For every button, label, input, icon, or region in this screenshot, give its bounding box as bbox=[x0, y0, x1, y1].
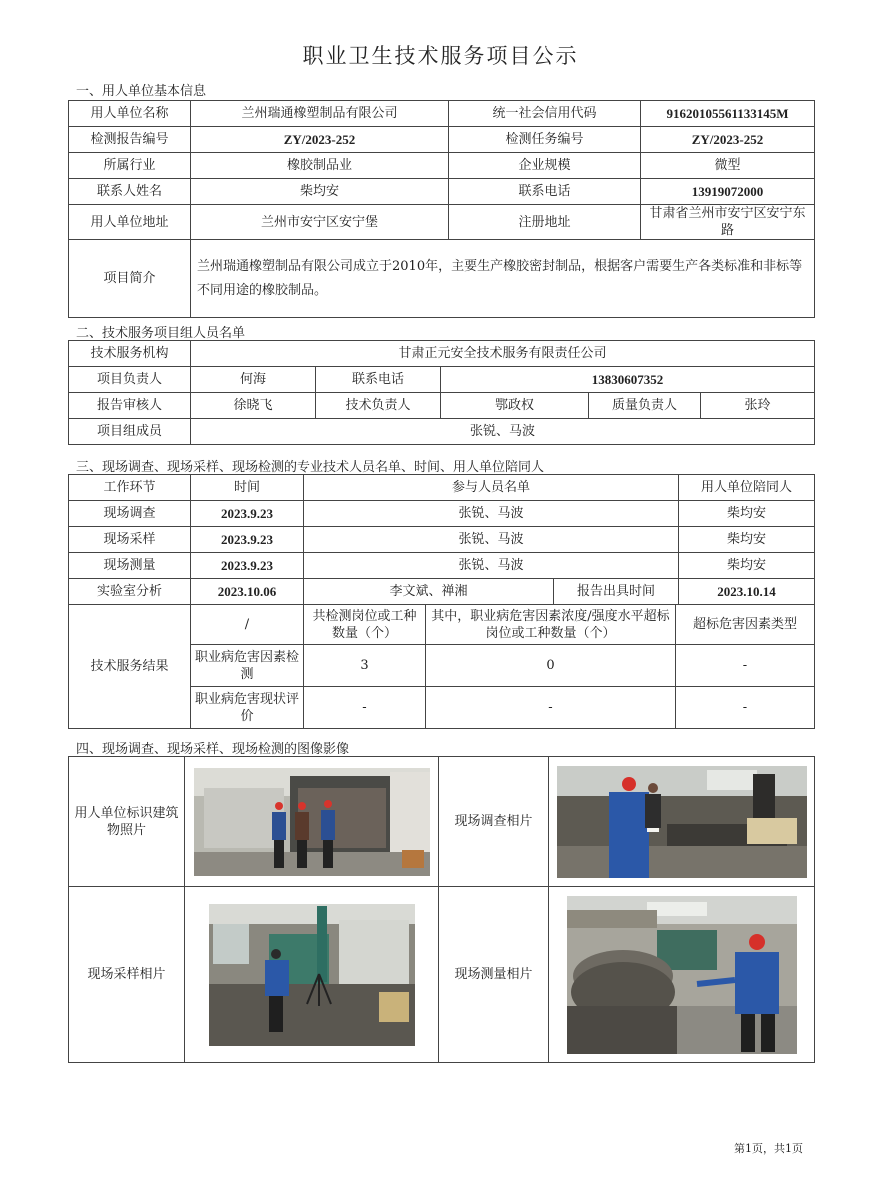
people-cell: 张锐、马波 bbox=[304, 553, 679, 579]
scale: 微型 bbox=[641, 153, 815, 179]
people-cell: 张锐、马波 bbox=[304, 501, 679, 527]
section1-heading: 一、用人单位基本信息 bbox=[76, 84, 207, 99]
col-stage: 工作环节 bbox=[69, 475, 191, 501]
time-cell: 2023.9.23 bbox=[191, 527, 304, 553]
address: 兰州市安宁区安宁堡 bbox=[191, 205, 449, 240]
page-title: 职业卫生技术服务项目公示 bbox=[302, 44, 579, 68]
result-row2-c1: - bbox=[304, 687, 426, 729]
result-row1-c2: 0 bbox=[426, 645, 676, 687]
result-row1-label: 职业病危害因素检测 bbox=[191, 645, 304, 687]
report-time-label: 报告出具时间 bbox=[554, 579, 679, 605]
table-row bbox=[69, 527, 815, 553]
photo3-label: 现场采样相片 bbox=[69, 887, 185, 1063]
companion-cell: 柴均安 bbox=[679, 501, 815, 527]
leader: 何海 bbox=[191, 367, 316, 393]
result-slash: / bbox=[191, 605, 304, 645]
address-label: 用人单位地址 bbox=[69, 205, 191, 240]
org-label: 技术服务机构 bbox=[69, 341, 191, 367]
reviewer-label: 报告审核人 bbox=[69, 393, 191, 419]
col-time: 时间 bbox=[191, 475, 304, 501]
result-row2-c2: - bbox=[426, 687, 676, 729]
intro-label: 项目简介 bbox=[69, 240, 191, 318]
result-row1-c1: 3 bbox=[304, 645, 426, 687]
photo3-cell bbox=[185, 887, 439, 1063]
photo4-label: 现场测量相片 bbox=[439, 887, 549, 1063]
reg-address-label: 注册地址 bbox=[449, 205, 641, 240]
contact-label: 联系人姓名 bbox=[69, 179, 191, 205]
section3-heading: 三、现场调查、现场采样、现场检测的专业技术人员名单、时间、用人单位陪同人 bbox=[76, 460, 545, 475]
quality-lead-label: 质量负责人 bbox=[589, 393, 701, 419]
reviewer: 徐晓飞 bbox=[191, 393, 316, 419]
table-row bbox=[69, 501, 815, 527]
survey-photo bbox=[557, 766, 807, 878]
org: 甘肃正元安全技术服务有限责任公司 bbox=[191, 341, 815, 367]
photo4-cell bbox=[549, 887, 815, 1063]
companion-cell: 柴均安 bbox=[679, 527, 815, 553]
industry: 橡胶制品业 bbox=[191, 153, 449, 179]
task-no-label: 检测任务编号 bbox=[449, 127, 641, 153]
leader-phone: 13830607352 bbox=[441, 367, 815, 393]
col-companion: 用人单位陪同人 bbox=[679, 475, 815, 501]
unit-name-label: 用人单位名称 bbox=[69, 101, 191, 127]
people-cell: 张锐、马波 bbox=[304, 527, 679, 553]
phone-label: 联系电话 bbox=[449, 179, 641, 205]
photo1-label: 用人单位标识建筑物照片 bbox=[69, 757, 185, 887]
photo2-label: 现场调查相片 bbox=[439, 757, 549, 887]
result-row2-label: 职业病危害现状评价 bbox=[191, 687, 304, 729]
tech-lead-label: 技术负责人 bbox=[316, 393, 441, 419]
table-row bbox=[69, 553, 815, 579]
credit-code: 91620105561133145M bbox=[641, 101, 815, 127]
result-col1: 共检测岗位或工种数量（个） bbox=[304, 605, 426, 645]
leader-label: 项目负责人 bbox=[69, 367, 191, 393]
stage-cell: 现场测量 bbox=[69, 553, 191, 579]
building-photo bbox=[194, 768, 430, 876]
result-table bbox=[68, 604, 815, 729]
companion-cell: 柴均安 bbox=[679, 553, 815, 579]
credit-code-label: 统一社会信用代码 bbox=[449, 101, 641, 127]
col-people: 参与人员名单 bbox=[304, 475, 679, 501]
result-label: 技术服务结果 bbox=[69, 605, 191, 729]
result-row2-c3: - bbox=[676, 687, 815, 729]
contact: 柴均安 bbox=[191, 179, 449, 205]
time-cell: 2023.9.23 bbox=[191, 501, 304, 527]
photo2-cell bbox=[549, 757, 815, 887]
team-table bbox=[68, 340, 815, 445]
industry-label: 所属行业 bbox=[69, 153, 191, 179]
task-no: ZY/2023-252 bbox=[641, 127, 815, 153]
result-col3: 超标危害因素类型 bbox=[676, 605, 815, 645]
leader-phone-label: 联系电话 bbox=[316, 367, 441, 393]
report-no: ZY/2023-252 bbox=[191, 127, 449, 153]
measurement-photo bbox=[567, 896, 797, 1054]
stage-cell: 现场调查 bbox=[69, 501, 191, 527]
report-no-label: 检测报告编号 bbox=[69, 127, 191, 153]
members: 张锐、马波 bbox=[191, 419, 815, 445]
tech-lead: 鄂政权 bbox=[441, 393, 589, 419]
members-label: 项目组成员 bbox=[69, 419, 191, 445]
photo1-cell bbox=[185, 757, 439, 887]
report-time: 2023.10.14 bbox=[679, 579, 815, 605]
section4-heading: 四、现场调查、现场采样、现场检测的图像影像 bbox=[76, 742, 350, 757]
lab-time: 2023.10.06 bbox=[191, 579, 304, 605]
reg-address: 甘肃省兰州市安宁区安宁东路 bbox=[641, 205, 815, 240]
lab-label: 实验室分析 bbox=[69, 579, 191, 605]
photo-table bbox=[68, 756, 815, 1063]
stage-cell: 现场采样 bbox=[69, 527, 191, 553]
sampling-photo bbox=[209, 904, 415, 1046]
phone: 13919072000 bbox=[641, 179, 815, 205]
quality-lead: 张玲 bbox=[701, 393, 815, 419]
result-row1-c3: - bbox=[676, 645, 815, 687]
page-number: 第1页，共1页 bbox=[734, 1142, 803, 1155]
section2-heading: 二、技术服务项目组人员名单 bbox=[76, 326, 246, 341]
scale-label: 企业规模 bbox=[449, 153, 641, 179]
lab-people: 李文斌、禅湘 bbox=[304, 579, 554, 605]
unit-name: 兰州瑞通橡塑制品有限公司 bbox=[191, 101, 449, 127]
time-cell: 2023.9.23 bbox=[191, 553, 304, 579]
result-col2: 其中，职业病危害因素浓度/强度水平超标岗位或工种数量（个） bbox=[426, 605, 676, 645]
onsite-table bbox=[68, 474, 815, 605]
intro-text: 兰州瑞通橡塑制品有限公司成立于2010年，主要生产橡胶密封制品，根据客户需要生产各类标准和非标等不同用途的橡胶制品。 bbox=[191, 240, 815, 318]
unit-info-table bbox=[68, 100, 815, 318]
